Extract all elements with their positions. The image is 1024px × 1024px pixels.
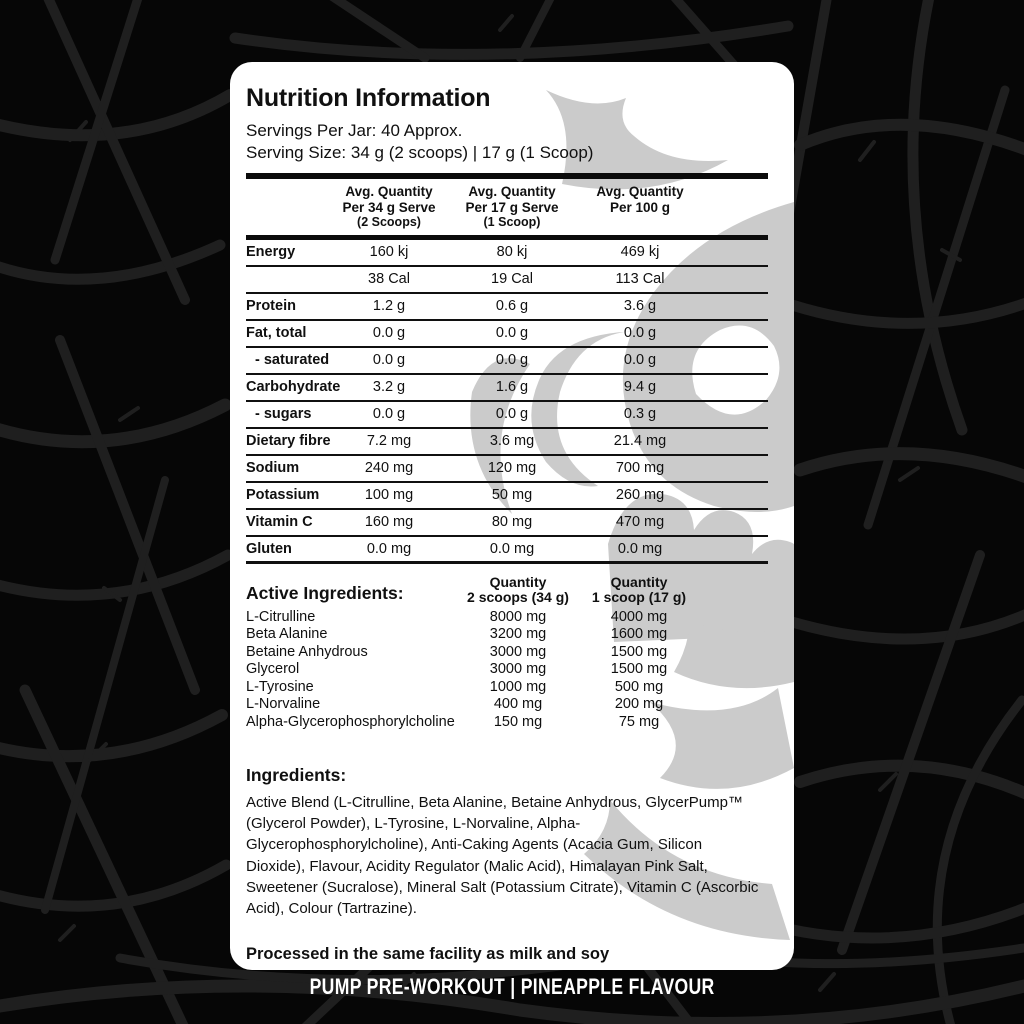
- table-row-energy: Energy 160 kj 80 kj 469 kj: [246, 240, 768, 267]
- serving-size: Serving Size: 34 g (2 scoops) | 17 g (1 Scoop): [246, 142, 594, 162]
- list-item: L-Citrulline 8000 mg 4000 mg: [246, 608, 668, 625]
- list-item: Glycerol 3000 mg 1500 mg: [246, 661, 668, 678]
- nutrition-table-header: [246, 179, 768, 240]
- table-row-sodium: Sodium 240 mg 120 mg 700 mg: [246, 456, 768, 483]
- col-header-100g: Avg. Quantity Per 100 g: [596, 184, 684, 215]
- quantity-col-header-1scoop: Quantity 1 scoop (17 g): [591, 573, 687, 605]
- list-item: L-Tyrosine 1000 mg 500 mg: [246, 678, 664, 695]
- table-row-energy-cal: 38 Cal 19 Cal 113 Cal: [246, 267, 768, 294]
- table-row-carbohydrate: Carbohydrate 3.2 g 1.6 g 9.4 g: [246, 375, 768, 402]
- table-row-saturated: - saturated 0.0 g 0.0 g 0.0 g: [246, 348, 768, 375]
- active-ingredients-heading: Active Ingredients:: [246, 582, 404, 603]
- serving-info: [246, 120, 768, 163]
- list-item: Alpha-Glycerophosphorylcholine 150 mg 75 mg: [246, 714, 660, 731]
- table-row-fat-total: Fat, total 0.0 g 0.0 g 0.0 g: [246, 321, 768, 348]
- table-row-sugars: - sugars 0.0 g 0.0 g 0.3 g: [246, 402, 768, 429]
- ingredients-section: [246, 765, 768, 920]
- product-flavour-label: PUMP PRE-WORKOUT | PINEAPPLE FLAVOUR: [309, 974, 715, 999]
- nutrition-table-body: [246, 240, 768, 564]
- table-row-gluten: Gluten 0.0 mg 0.0 mg 0.0 mg: [246, 537, 768, 564]
- allergen-note: Processed in the same facility as milk and soy: [246, 945, 610, 964]
- col-header-34g: Avg. Quantity Per 34 g Serve (2 Scoops): [342, 184, 436, 229]
- ingredients-text: Active Blend (L-Citrulline, Beta Alanine, Betaine Anhydrous, GlycerPump™ (Glycerol Powder), L-Tyrosine, L-Norvaline, Alpha-Glycerophosphorylcholine), Anti-Caking Agents (Acacia Gum, Silicon Dioxide), Flavour, Acidity Regulator (Malic Acid), Himalayan Pink Salt, Sweetener (Sucralose), Mineral Salt (Potassium Citrate), Vitamin C (Ascorbic Acid), Colour (Tartrazine).: [246, 793, 759, 918]
- quantity-col-header-2scoops: Quantity 2 scoops (34 g): [467, 573, 569, 605]
- table-row-dietary-fibre: Dietary fibre 7.2 mg 3.6 mg 21.4 mg: [246, 429, 768, 456]
- ingredients-heading: Ingredients:: [246, 764, 347, 785]
- table-row-potassium: Potassium 100 mg 50 mg 260 mg: [246, 483, 768, 510]
- label-content: [230, 62, 794, 964]
- page-title: Nutrition Information: [246, 84, 491, 112]
- table-row-protein: Protein 1.2 g 0.6 g 3.6 g: [246, 294, 768, 321]
- active-ingredients-list: [246, 609, 768, 732]
- servings-per-jar: Servings Per Jar: 40 Approx.: [246, 121, 463, 140]
- nutrition-label-card: [230, 62, 794, 970]
- col-header-17g: Avg. Quantity Per 17 g Serve (1 Scoop): [465, 184, 559, 229]
- list-item: L-Norvaline 400 mg 200 mg: [246, 696, 664, 713]
- list-item: Beta Alanine 3200 mg 1600 mg: [246, 626, 668, 643]
- table-row-vitamin-c: Vitamin C 160 mg 80 mg 470 mg: [246, 510, 768, 537]
- active-ingredients-header: [246, 575, 768, 606]
- list-item: Betaine Anhydrous 3000 mg 1500 mg: [246, 643, 668, 660]
